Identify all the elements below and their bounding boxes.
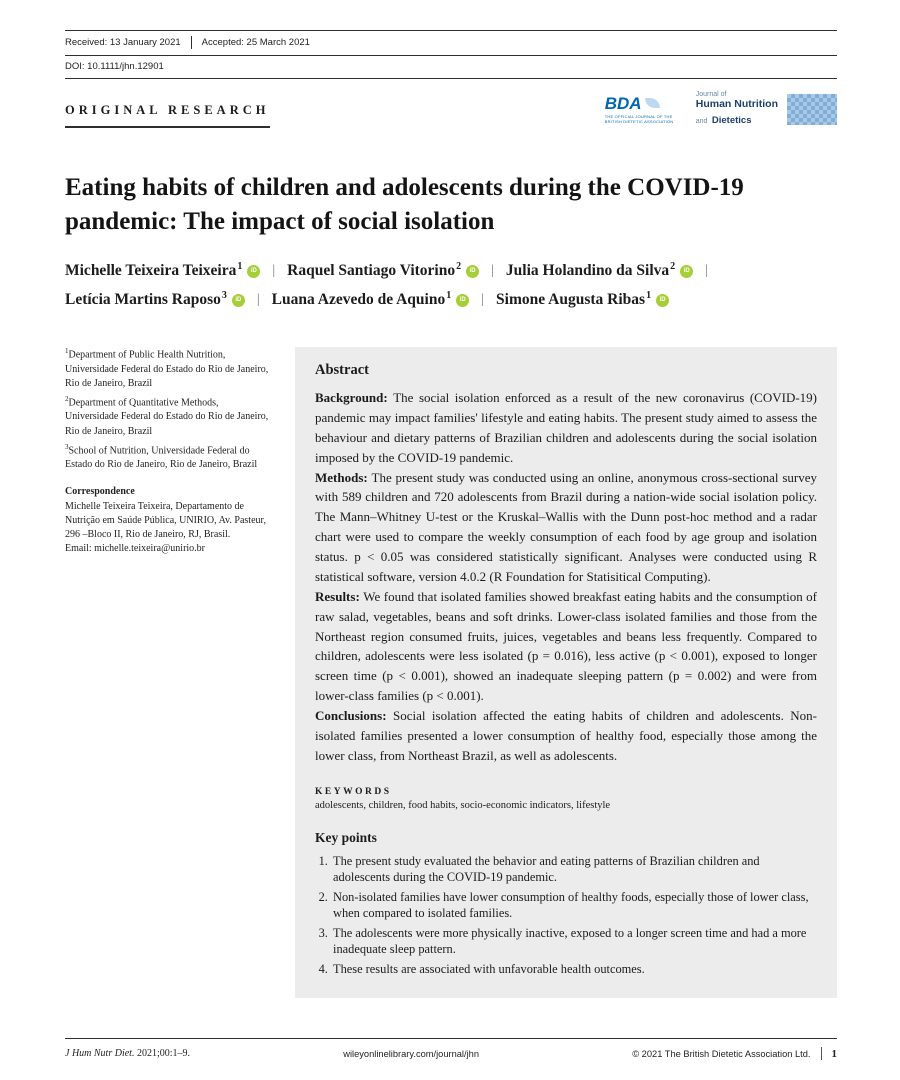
bda-text: BDA: [604, 93, 642, 113]
affiliation-number: 3: [65, 442, 69, 451]
footer-separator: [821, 1047, 822, 1060]
header-meta: [65, 30, 837, 79]
email-label: Email:: [65, 543, 95, 555]
author-name: Letícia Martins Raposo: [65, 291, 221, 308]
section-label: Background:: [315, 390, 394, 405]
keywords-text: adolescents, children, food habits, socio-economic indicators, lifestyle: [315, 799, 611, 811]
author-name: Michelle Teixeira Teixeira: [65, 262, 237, 279]
received-date: Received: 13 January 2021: [65, 37, 181, 48]
author-row-1: [65, 262, 837, 280]
methods-paragraph: [315, 468, 817, 587]
section-text: Social isolation affected the eating habits of children and adolescents. Non-isolated families presented a lower consumption of healthy food, especially those among the lower class, from Northeast Brazil, as well as adolescents.: [315, 708, 817, 763]
journal-title-line1: Journal of: [695, 91, 727, 98]
correspondence-block: [65, 485, 270, 556]
affiliation-text: School of Nutrition, Universidade Federal do Estado do Rio de Janeiro, Rio de Janeiro, Brazil: [65, 445, 258, 471]
conclusions-paragraph: [315, 706, 817, 766]
copyright-text: © 2021 The British Dietetic Association Ltd.: [632, 1048, 811, 1059]
meta-separator: [191, 36, 192, 49]
bda-swoosh-icon: [645, 98, 660, 108]
author-name: Raquel Santiago Vitorino: [287, 262, 456, 279]
orcid-icon[interactable]: iD: [232, 294, 245, 307]
author-separator: |: [491, 263, 494, 278]
keywords-block: [315, 787, 817, 811]
author: [506, 262, 693, 280]
correspondence-heading: Correspondence: [65, 486, 135, 498]
article-type-label: ORIGINAL RESEARCH: [65, 103, 270, 128]
page-title: Eating habits of children and adolescents during the COVID-19 pandemic: The impact of social isolation: [65, 174, 744, 235]
author: [65, 262, 260, 280]
journal-abbrev: J Hum Nutr Diet.: [65, 1048, 135, 1059]
keywords-heading: KEYWORDS: [315, 786, 392, 797]
section-label: Conclusions:: [315, 708, 393, 723]
affiliation: [65, 395, 270, 439]
orcid-icon[interactable]: iD: [247, 265, 260, 278]
bda-logo: [605, 95, 687, 125]
author-separator: |: [256, 292, 260, 307]
section-text: The social isolation enforced as a result of the new coronavirus (COVID-19) pandemic may impact families' lifestyle and eating habits. The present study aimed to assess the behaviour and dietary patterns of Brazilian children and adolescents during the social isolation imposed by the COVID-19 pandemic.: [315, 390, 817, 465]
correspondence-email: [65, 542, 270, 556]
keypoint-item: 2. Non-isolated families have lower consumption of healthy foods, especially those of lower class, when compared to isolated families.: [331, 889, 817, 922]
journal-logos: [605, 91, 837, 128]
affiliation: [65, 443, 270, 473]
abstract-heading: Abstract: [315, 362, 369, 378]
author-separator: |: [481, 292, 485, 307]
author-affiliation-ref: 2: [670, 260, 676, 272]
journal-wordmark: [696, 91, 778, 128]
affiliation-number: 2: [65, 394, 69, 403]
orcid-icon[interactable]: iD: [466, 265, 479, 278]
keypoint-item: 4. These results are associated with unfavorable health outcomes.: [331, 961, 817, 978]
orcid-icon[interactable]: iD: [680, 265, 693, 278]
journal-title-line3: and Dietetics: [695, 115, 752, 127]
author: [287, 262, 479, 280]
author-affiliation-ref: 1: [446, 289, 452, 301]
author-affiliation-ref: 1: [646, 289, 652, 301]
author-separator: |: [705, 263, 708, 278]
journal-citation: [65, 1048, 190, 1059]
page-number: 1: [831, 1047, 837, 1060]
journal-title-line2: Human Nutrition: [695, 97, 778, 110]
bda-wordmark: [605, 95, 685, 112]
affiliation: [65, 347, 270, 391]
affiliation-number: 1: [65, 347, 69, 355]
doi-text: DOI: 10.1111/jhn.12901: [65, 61, 164, 72]
footer-right: [632, 1047, 837, 1060]
author-name: Julia Holandino da Silva: [505, 262, 670, 279]
results-paragraph: [315, 587, 817, 706]
affiliations-column: [65, 347, 282, 556]
affiliation-text: Department of Quantitative Methods, Universidade Federal do Estado do Rio de Janeiro, Rio de Janeiro, Brazil: [65, 397, 269, 437]
article-type-row: [65, 89, 837, 141]
accepted-date: Accepted: 25 March 2021: [201, 37, 310, 48]
author-row-2: [65, 291, 837, 309]
keypoint-item: 3. The adolescents were more physically inactive, exposed to a longer screen time and had a more inadequate sleep pattern.: [331, 925, 817, 958]
author-affiliation-ref: 3: [221, 289, 227, 301]
abstract-box: [295, 347, 837, 998]
keypoint-item: 1. The present study evaluated the behavior and eating patterns of Brazilian children and adolescents during the COVID-19 pandemic.: [331, 853, 817, 886]
bda-tagline: THE OFFICIAL JOURNAL OF THE BRITISH DIETETIC ASSOCIATION: [604, 113, 674, 124]
orcid-icon[interactable]: iD: [456, 294, 469, 307]
author-list: [65, 262, 837, 309]
background-paragraph: [315, 388, 817, 468]
received-accepted-row: [65, 30, 837, 55]
orcid-icon[interactable]: iD: [656, 294, 669, 307]
keypoints-heading: Key points: [315, 829, 377, 845]
author-name: Luana Azevedo de Aquino: [271, 291, 446, 308]
author-affiliation-ref: 1: [237, 260, 243, 272]
author-separator: |: [272, 263, 276, 278]
journal-cover-mosaic-icon: [787, 94, 837, 125]
author: [496, 291, 669, 309]
correspondence-text: Michelle Teixeira Teixeira, Departamento de Nutrição em Saúde Pública, UNIRIO, Av. Pasteur, 296 –Bloco II, Rio de Janeiro, RJ, Brasil.: [65, 500, 266, 541]
author-name: Simone Augusta Ribas: [496, 291, 646, 308]
author-affiliation-ref: 2: [456, 260, 462, 272]
page-footer: [65, 1038, 837, 1060]
author: [272, 291, 470, 309]
affiliation-text: Department of Public Health Nutrition, Universidade Federal do Estado do Rio de Janeiro, Rio de Janeiro, Brazil: [65, 349, 269, 389]
section-label: Results:: [315, 588, 364, 604]
doi-row: [65, 55, 837, 78]
email-link[interactable]: michelle.teixeira@unirio.br: [94, 543, 206, 555]
keypoints-list: [315, 853, 817, 978]
citation-rest: 2021;00:1–9.: [134, 1048, 191, 1059]
section-label: Methods:: [315, 469, 372, 485]
journal-url: wileyonlinelibrary.com/journal/jhn: [343, 1048, 479, 1059]
author: [65, 291, 245, 309]
section-text: We found that isolated families showed breakfast eating habits and the consumption of raw salad, vegetables, beans and soft drinks. Lower-class isolated families and those from the Northeast region consumed fruits, juices, vegetables and beans less frequently. Compared to children, adolescents were less isolated (p = 0.016), less active (p < 0.001), exposed to longer screen time (p < 0.001), showed an inadequate sleeping pattern (p = 0.002) and were from lower-class families (p < 0.001).: [315, 588, 817, 704]
section-text: The present study was conducted using an online, anonymous cross-sectional survey with 589 children and 720 adolescents from Brazil during a nation-wide social isolation policy. The Mann–Whitney U-test or the Kruskal–Wallis with the Dunn post-hoc method and a radar chart were used to compare the weekly consumption of each food by age group and isolation status. p < 0.05 was considered statistically significant. Analyses were conducted using R statistical software, version 4.0.2 (R Foundation for Statisitical Computing).: [315, 469, 817, 584]
